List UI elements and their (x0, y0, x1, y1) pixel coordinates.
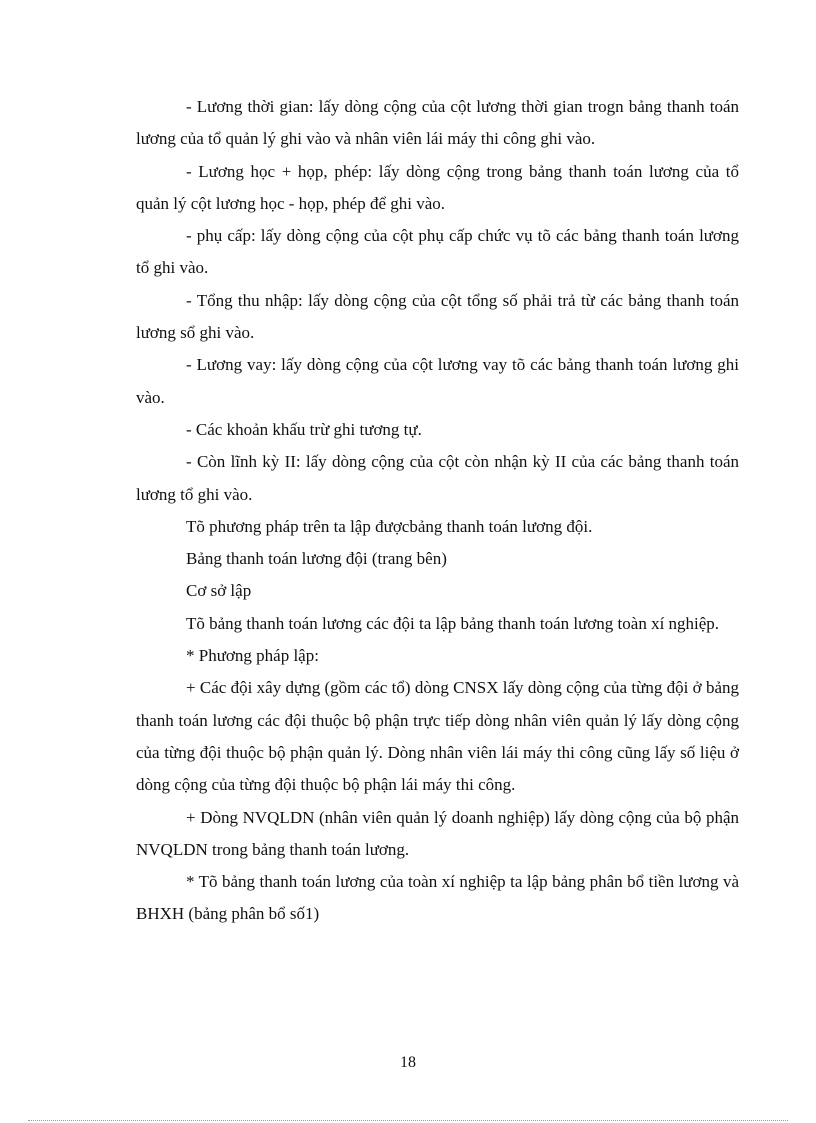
paragraph-phuong-phap-lap: * Phương pháp lập: (186, 646, 319, 666)
paragraph-co-so-lap: Cơ sở lập (186, 581, 252, 601)
paragraph-bang-luong-xi-nghiep: Tõ bảng thanh toán lương các đội ta lập bảng thanh toán lương toàn xí nghiệp. (186, 613, 720, 633)
paragraph-luong-vay: - Lương vay: lấy dòng cộng của cột lương vay tõ các bảng thanh toán lương ghi vào. (136, 355, 739, 407)
paragraph-con-linh-ky-ii: - Còn lĩnh kỳ II: lấy dòng cộng của cột còn nhận kỳ II của các bảng thanh toán lương tổ ghi vào. (136, 452, 739, 504)
paragraph-cac-doi-xay-dung: + Các đội xây dựng (gồm các tổ) dòng CNSX lấy dòng cộng của từng đội ở bảng thanh toán lương các đội thuộc bộ phận trực tiếp dòng nhân viên quản lý lấy dòng cộng của từng đội thuộc bộ phận quản lý. Dòng nhân viên lái máy thi công cũng lấy số liệu ở dòng cộng của từng đội thuộc bộ phận lái máy thi công. (136, 678, 739, 795)
page-number: 18 (400, 1054, 416, 1071)
paragraph-phu-cap: - phụ cấp: lấy dòng cộng của cột phụ cấp chức vụ tõ các bảng thanh toán lương tổ ghi vào. (136, 226, 739, 278)
paragraph-tong-thu-nhap: - Tổng thu nhập: lấy dòng cộng của cột tổng số phải trả từ các bảng thanh toán lương sổ ghi vào. (136, 290, 739, 343)
paragraph-bang-phan-bo: * Tõ bảng thanh toán lương của toàn xí nghiệp ta lập bảng phân bổ tiền lương và BHXH (bảng phân bổ số1) (136, 872, 739, 924)
paragraph-luong-thoi-gian: - Lương thời gian: lấy dòng cộng của cột lương thời gian trogn bảng thanh toán lương của tổ quản lý ghi vào và nhân viên lái máy thi công ghi vào. (136, 97, 739, 149)
page-bottom-divider (28, 1120, 788, 1121)
paragraph-khau-tru: - Các khoản khấu trừ ghi tương tự. (186, 419, 422, 439)
paragraph-bang-luong-doi: Tõ phương pháp trên ta lập đượcbảng thanh toán lương đội. (186, 516, 593, 536)
paragraph-luong-hoc-hop-phep: - Lương học + họp, phép: lấy dòng cộng trong bảng thanh toán lương của tổ quản lý cột lương học - họp, phép để ghi vào. (136, 161, 739, 213)
page-body (136, 91, 739, 931)
paragraph-trang-ben: Bảng thanh toán lương đội (trang bên) (186, 549, 447, 569)
paragraph-dong-nvqldn: + Dòng NVQLDN (nhân viên quản lý doanh nghiệp) lấy dòng cộng của bộ phận NVQLDN trong bảng thanh toán lương. (136, 807, 739, 859)
